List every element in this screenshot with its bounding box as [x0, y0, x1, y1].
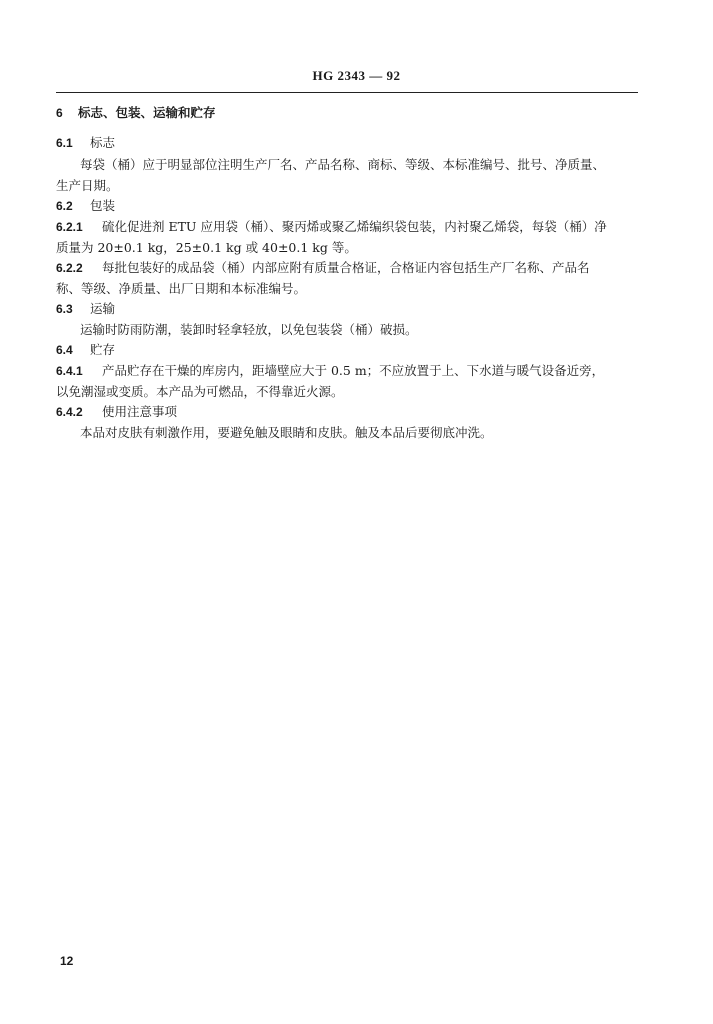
paragraph-text: 每批包装好的成品袋（桶）内部应附有质量合格证，合格证内容包括生产厂名称、产品名 — [102, 260, 590, 275]
paragraph-line: 质量为 20±0.1 kg，25±0.1 kg 或 40±0.1 kg 等。 — [56, 240, 357, 255]
paragraph-line: 生产日期。 — [56, 178, 119, 193]
section-6-2-1-line — [56, 219, 607, 235]
section-6-4-heading — [56, 342, 115, 358]
paragraph-line: 本品对皮肤有刺激作用，要避免触及眼睛和皮肤。触及本品后要彻底冲洗。 — [80, 425, 493, 440]
section-title: 包装 — [90, 198, 116, 213]
section-number: 6.4.1 — [56, 364, 83, 378]
section-number: 6.1 — [56, 136, 73, 150]
section-number: 6.3 — [56, 302, 73, 316]
section-title: 使用注意事项 — [102, 404, 178, 419]
section-number: 6.2 — [56, 199, 73, 213]
section-6-2-2-line — [56, 260, 590, 276]
section-number: 6.4.2 — [56, 405, 83, 419]
section-6-2-heading — [56, 198, 115, 214]
paragraph-text: 硫化促进剂 ETU 应用袋（桶）、聚丙烯或聚乙烯编织袋包装，内衬聚乙烯袋，每袋（桶）净 — [102, 219, 607, 234]
paragraph-line: 运输时防雨防潮，装卸时轻拿轻放，以免包装袋（桶）破损。 — [80, 322, 418, 337]
standard-header: HG 2343 — 92 — [312, 68, 401, 83]
section-number: 6.2.2 — [56, 261, 83, 275]
header-rule — [56, 92, 638, 93]
section-6-4-1-line — [56, 363, 604, 379]
paragraph-line: 每袋（桶）应于明显部位注明生产厂名、产品名称、商标、等级、本标准编号、批号、净质量、 — [80, 157, 606, 172]
paragraph-line: 以免潮湿或变质。本产品为可燃品，不得靠近火源。 — [56, 384, 344, 399]
section-title: 贮存 — [90, 342, 116, 357]
section-6-4-2-heading — [56, 404, 177, 420]
section-number: 6.4 — [56, 343, 73, 357]
paragraph-text: 产品贮存在干燥的库房内，距墙壁应大于 0.5 m；不应放置于上、下水道与暖气设备近旁， — [102, 363, 605, 378]
section-title: 标志、包装、运输和贮存 — [78, 105, 216, 120]
section-title: 运输 — [90, 301, 116, 316]
section-number: 6 — [56, 106, 63, 120]
paragraph-line: 称、等级、净质量、出厂日期和本标准编号。 — [56, 281, 307, 296]
section-6-1-heading — [56, 135, 115, 151]
page-number: 12 — [60, 954, 74, 968]
section-title: 标志 — [90, 135, 116, 150]
section-number: 6.2.1 — [56, 220, 83, 234]
section-6-heading — [56, 105, 216, 121]
section-6-3-heading — [56, 301, 115, 317]
